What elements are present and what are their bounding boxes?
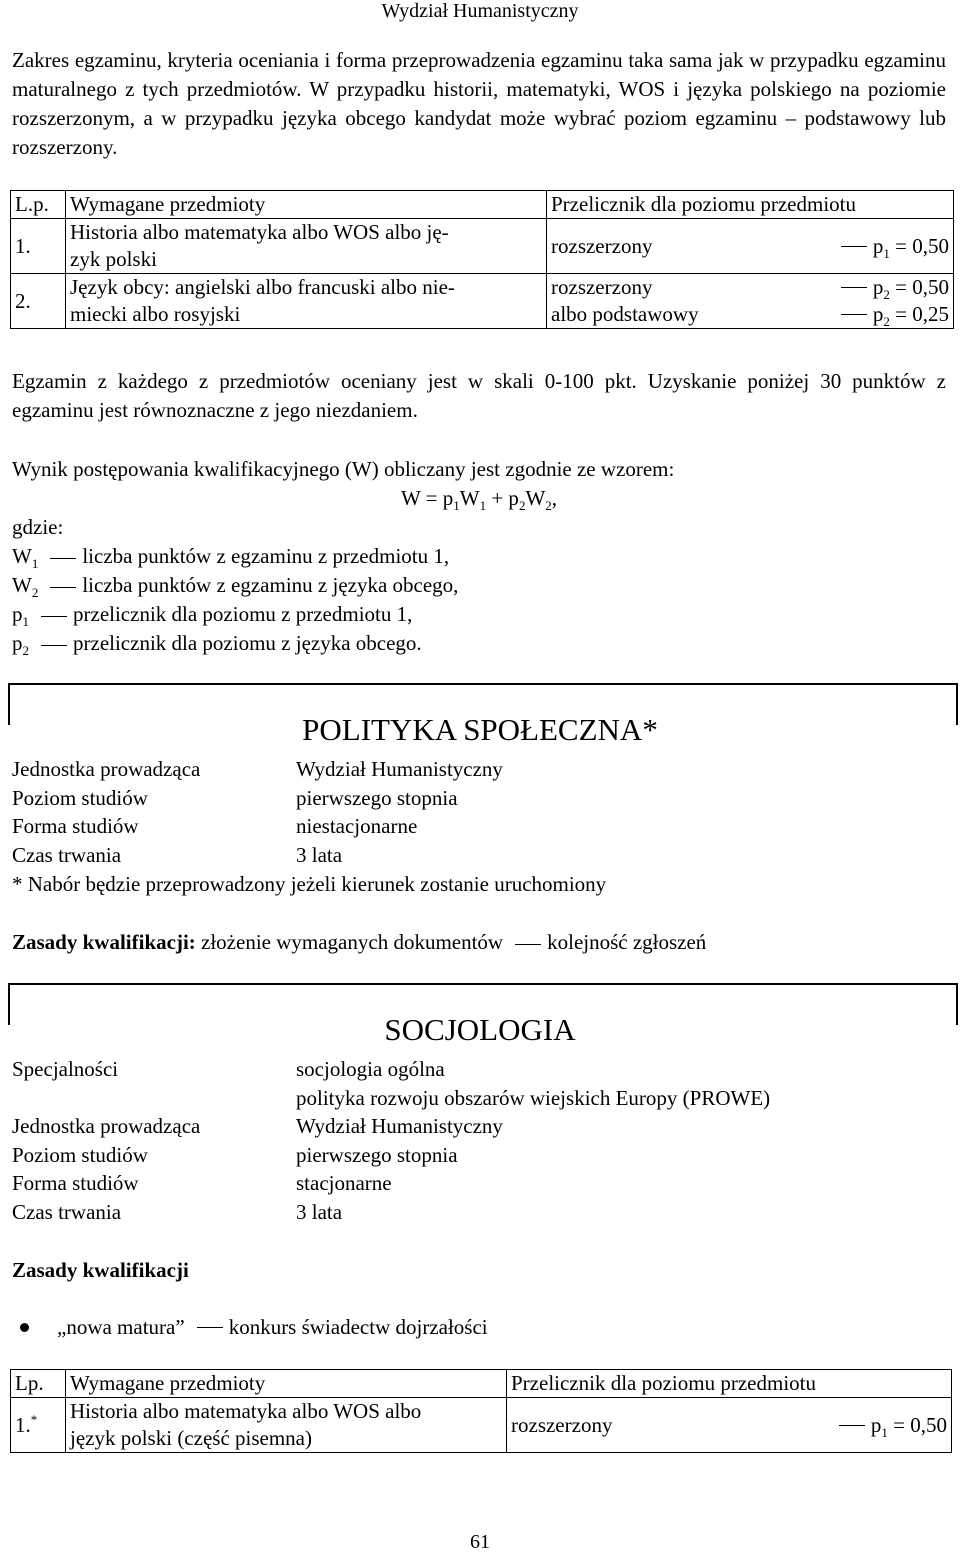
row-lp: 1.*: [11, 1398, 66, 1453]
where-label: gdzie:: [12, 515, 64, 539]
bullet-icon: [20, 1323, 29, 1332]
row-subject: [66, 1398, 507, 1453]
intro-paragraph: Zakres egzaminu, kryteria oceniania i forma przeprowadzenia egzaminu taka sama jak w przypadku egzaminu maturalnego z tych przedmiotów. W przypadku historii, matematyki, WOS i języka polskiego na poziomie rozszerzonym, a w przypadku języka obcego kandydat może wybrać poziom egzaminu – podstawowy lub rozszerzony.: [12, 48, 946, 159]
col-header-lp: L.p.: [11, 191, 66, 219]
detail-row: Poziom studiów pierwszego stopnia: [12, 1142, 458, 1167]
level-label: rozszerzony: [551, 233, 653, 258]
result-formula-section: [12, 455, 946, 658]
exam-scale-paragraph: Egzamin z każdego z przedmiotów oceniany jest w skali 0-100 pkt. Uzyskanie poniżej 30 punktów z egzaminu jest równoznaczne z jego niezdaniem.: [12, 369, 946, 422]
multiplier-value: $p_1 = 0,50$: [872, 233, 949, 261]
subject-line: język polski (część pisemna): [70, 1426, 312, 1450]
dash-icon: [50, 558, 76, 559]
row-multiplier: [547, 274, 954, 329]
definition-line: $W_2$ liczba punktów z egzaminu z języka obcego,: [12, 573, 459, 601]
subject-line: Historia albo matematyka albo WOS albo: [70, 1399, 422, 1423]
table-row: [11, 219, 954, 274]
level-label: rozszerzony: [511, 1412, 613, 1437]
row-lp: 1.: [11, 219, 66, 274]
list-item: „nowa matura” konkurs świadectw dojrzałości: [12, 1313, 488, 1341]
detail-row: Poziom studiów pierwszego stopnia: [12, 785, 458, 810]
table-header-row: [11, 191, 954, 219]
qualification-rules-heading: Zasady kwalifikacji: [12, 1258, 189, 1282]
col-header-subjects: Wymagane przedmioty: [66, 1370, 507, 1398]
multiplier-line: [551, 301, 949, 328]
definition-line: $W_1$ liczba punktów z egzaminu z przedmiotu 1,: [12, 544, 450, 572]
recruitment-note: * Nabór będzie przeprowadzony jeżeli kierunek zostanie uruchomiony: [12, 872, 607, 896]
table-header-row: [11, 1370, 952, 1398]
detail-row: polityka rozwoju obszarów wiejskich Europy (PROWE): [296, 1085, 771, 1110]
dash-icon: [515, 944, 541, 945]
dash-icon: [41, 616, 67, 617]
dash-icon: [50, 587, 76, 588]
col-header-lp: Lp.: [11, 1370, 66, 1398]
section-title-socjologia: SOCJOLOGIA: [384, 1012, 576, 1047]
dash-icon: [197, 1327, 223, 1328]
dash-icon: [841, 314, 867, 315]
definition-line: $p_2$ przelicznik dla poziomu z języka obcego.: [12, 631, 422, 659]
program-details-polityka: [12, 755, 503, 869]
requirements-table-2: [10, 1369, 952, 1453]
detail-row: Forma studiów stacjonarne: [12, 1171, 392, 1196]
detail-row: Jednostka prowadząca Wydział Humanistyczny: [12, 1114, 503, 1139]
subject-line: Język obcy: angielski albo francuski albo nie-: [70, 275, 455, 299]
multiplier-value: $p_2 = 0,25$: [872, 302, 949, 330]
row-multiplier: [547, 219, 954, 274]
dash-icon: [841, 246, 867, 247]
formula-intro: Wynik postępowania kwalifikacyjnego (W) obliczany jest zgodnie ze wzorem:: [12, 457, 675, 481]
dash-icon: [41, 645, 67, 646]
definition-line: $p_1$ przelicznik dla poziomu z przedmiotu 1,: [12, 602, 413, 630]
multiplier-line: [551, 274, 949, 301]
detail-row: Forma studiów niestacjonarne: [12, 814, 418, 839]
row-subject: [66, 219, 547, 274]
subject-line: miecki albo rosyjski: [70, 302, 241, 326]
dash-icon: [839, 1425, 865, 1426]
row-subject: [66, 274, 547, 329]
running-header: Wydział Humanistyczny: [381, 0, 579, 22]
detail-row: Jednostka prowadząca Wydział Humanistyczny: [12, 757, 503, 781]
col-header-multiplier: Przelicznik dla poziomu przedmiotu: [507, 1370, 952, 1398]
row-multiplier: [507, 1398, 952, 1453]
level-label: rozszerzony: [551, 275, 653, 299]
col-header-subjects: Wymagane przedmioty: [66, 191, 547, 219]
table-row: [11, 1398, 952, 1453]
section-title-polityka: POLITYKA SPOŁECZNA*: [302, 712, 658, 747]
multiplier-value: $p_1 = 0,50$: [870, 1412, 947, 1440]
multiplier-value: $p_2 = 0,50$: [872, 275, 949, 303]
level-label: albo podstawowy: [551, 302, 699, 326]
detail-row: Specjalności socjologia ogólna: [12, 1057, 445, 1081]
dash-icon: [841, 287, 867, 288]
detail-row: Czas trwania 3 lata: [12, 842, 343, 867]
formula: $W = p_1W_1 + p_2W_2$,: [400, 486, 558, 514]
multiplier-line: [511, 1412, 947, 1439]
col-header-multiplier: Przelicznik dla poziomu przedmiotu: [547, 191, 954, 219]
subject-line: zyk polski: [70, 247, 157, 271]
table-row: [11, 274, 954, 329]
row-lp: 2.: [11, 274, 66, 329]
multiplier-line: [551, 233, 949, 260]
subject-line: Historia albo matematyka albo WOS albo ję-: [70, 220, 449, 244]
page-number: 61: [470, 1531, 490, 1553]
requirements-table-1: [10, 190, 954, 329]
detail-row: Czas trwania 3 lata: [12, 1199, 343, 1224]
program-details-socjologia: [12, 1055, 770, 1227]
qualification-rules-polityka: Zasady kwalifikacji: złożenie wymaganych dokumentów kolejność zgłoszeń: [12, 930, 707, 954]
